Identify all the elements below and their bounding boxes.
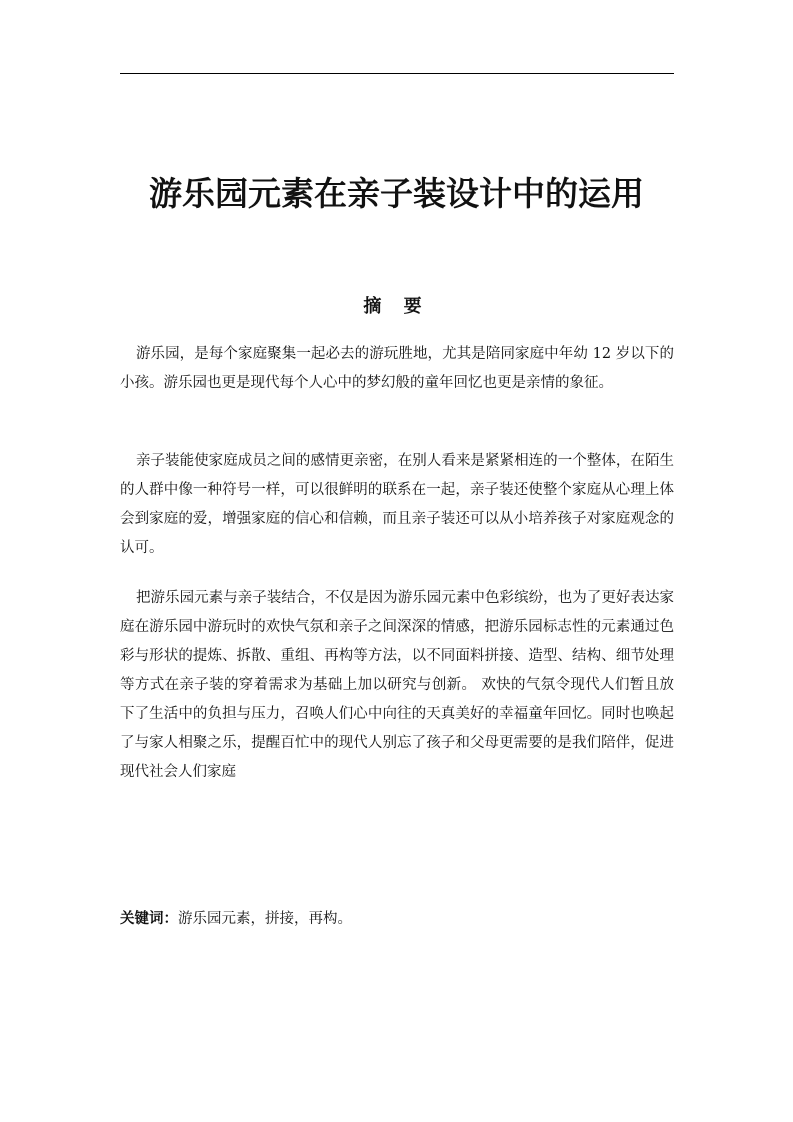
abstract-heading: 摘 要 xyxy=(363,296,430,317)
keywords-label: 关键词： xyxy=(120,911,178,927)
header-rule xyxy=(120,73,674,74)
keywords-line xyxy=(120,905,674,934)
abstract-paragraph-2: 亲子装能使家庭成员之间的感情更亲密，在别人看来是紧紧相连的一个整体，在陌生的人群中像一种符号一样，可以很鲜明的联系在一起，亲子装还使整个家庭从心理上体会到家庭的爱，增强家庭的信心和信赖，而且亲子装还可以从小培养孩子对家庭观念的认可。 xyxy=(120,453,674,556)
keywords-value: 游乐园元素，拼接，再构。 xyxy=(178,911,352,927)
abstract-paragraph-3: 把游乐园元素与亲子装结合，不仅是因为游乐园元素中色彩缤纷，也为了更好表达家庭在游乐园中游玩时的欢快气氛和亲子之间深深的情感，把游乐园标志性的元素通过色彩与形状的提炼、拆散、重组、再构等方法，以不同面料拼接、造型、结构、细节处理等方式在亲子装的穿着需求为基础上加以研究与创新。 欢快的气氛令现代人们暂且放下了生活中的负担与压力，召唤人们心中向往的天真美好的幸福童年回忆。同时也唤起了与家人相聚之乐，提醒百忙中的现代人别忘了孩子和父母更需要的是我们陪伴，促进现代社会人们家庭 xyxy=(120,590,674,780)
abstract-paragraph-1: 游乐园，是每个家庭聚集一起必去的游玩胜地，尤其是陪同家庭中年幼 12 岁以下的小孩。游乐园也更是现代每个人心中的梦幻般的童年回忆也更是亲情的象征。 xyxy=(120,346,674,391)
document-title: 游乐园元素在亲子装设计中的运用 xyxy=(149,174,644,213)
